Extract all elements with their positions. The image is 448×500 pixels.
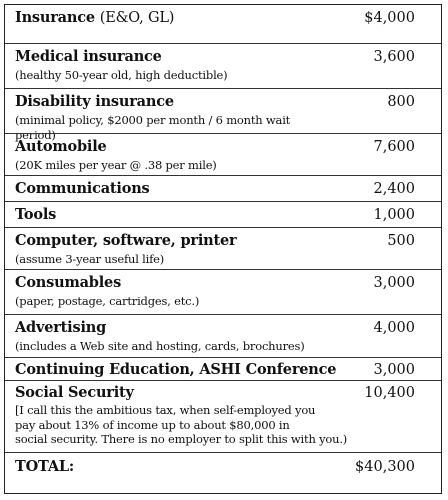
table-row (5, 175, 441, 201)
table-row (5, 88, 441, 142)
table-row (5, 5, 441, 43)
total-amount: $40,300 (355, 459, 415, 475)
table-row-total (5, 452, 441, 493)
row-amount: 3,000 (373, 362, 415, 378)
row-label: Disability insurance (15, 93, 174, 110)
row-note: (paper, postage, cartridges, etc.) (15, 294, 200, 308)
row-note: [I call this the ambitious tax, when self-employed you pay about 13% of income up to about $80,000 in social security. There is no employer to split this with you.) (15, 403, 348, 446)
table-row (5, 133, 441, 175)
row-amount: 4,000 (373, 320, 415, 336)
row-label: Automobile (15, 138, 107, 155)
table-row (5, 314, 441, 357)
table-row (5, 269, 441, 314)
table-row (5, 357, 441, 380)
row-label: Computer, software, printer (15, 232, 237, 249)
row-amount: 500 (387, 233, 415, 249)
row-amount: 3,600 (373, 49, 415, 65)
row-label: Consumables (15, 274, 122, 291)
table-row (5, 43, 441, 88)
row-label: Tools (15, 206, 57, 223)
row-note: (healthy 50-year old, high deductible) (15, 68, 228, 82)
row-amount: 10,400 (364, 385, 415, 401)
row-amount: 1,000 (373, 207, 415, 223)
row-note: (minimal policy, $2000 per month / 6 month wait period) (15, 113, 291, 142)
expense-table (4, 4, 442, 494)
row-label-extra: (E&O, GL) (99, 10, 175, 26)
row-note: (includes a Web site and hosting, cards, brochures) (15, 339, 305, 353)
table-row (5, 201, 441, 227)
total-label: TOTAL: (15, 458, 75, 475)
row-label: Medical insurance (15, 48, 162, 65)
row-amount: $4,000 (364, 10, 415, 26)
table-row (5, 227, 441, 269)
table-row (5, 380, 441, 452)
row-label: Advertising (15, 319, 107, 336)
row-amount: 3,000 (373, 275, 415, 291)
row-label: Communications (15, 180, 150, 197)
row-amount: 2,400 (373, 181, 415, 197)
row-label: Insurance (E&O, GL) (15, 9, 175, 26)
row-note: (assume 3-year useful life) (15, 252, 165, 266)
row-amount: 7,600 (373, 139, 415, 155)
row-amount: 800 (387, 94, 415, 110)
row-label: Continuing Education, ASHI Conference (15, 361, 337, 378)
row-note: (20K miles per year @ .38 per mile) (15, 158, 217, 172)
row-label: Social Security (15, 384, 134, 401)
